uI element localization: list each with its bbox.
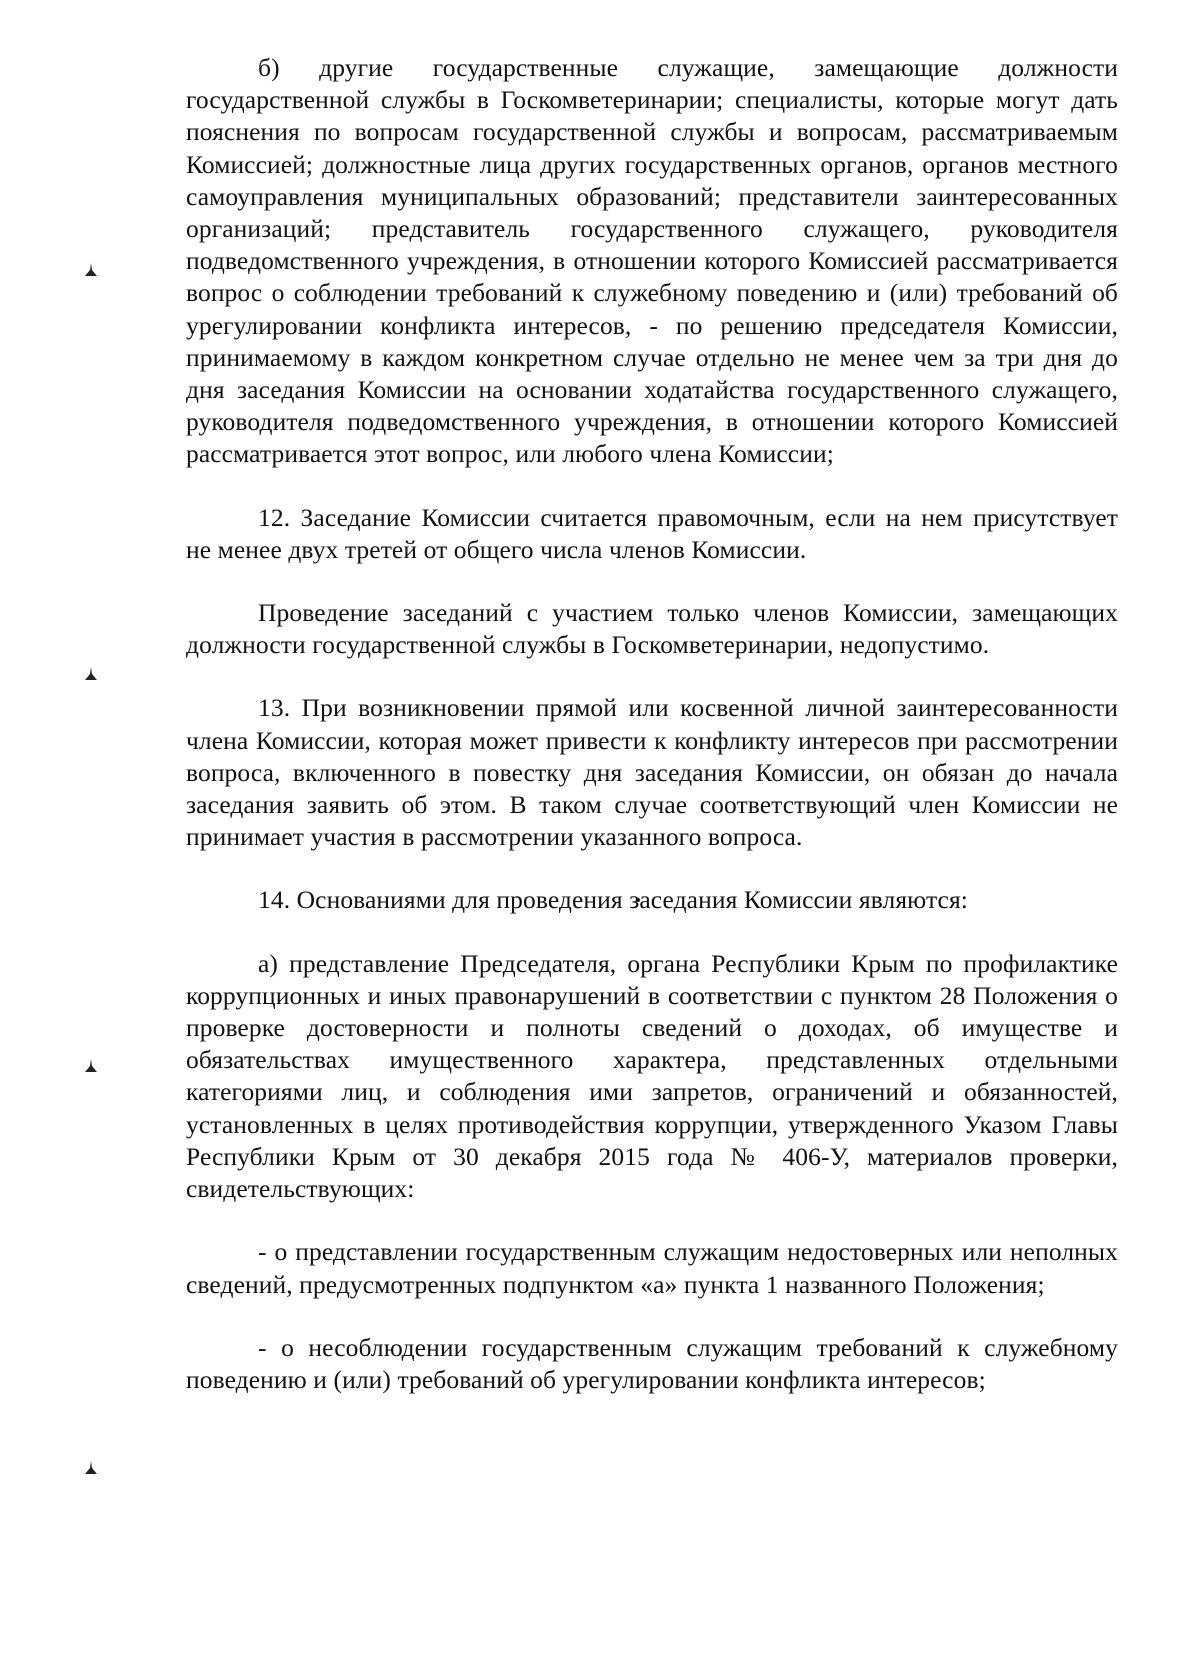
document-body [186, 52, 1118, 1396]
paragraph-b-other-servants: б) другие государственные служащие, замещающие должности государственной службы в Госкомветеринарии; специалисты, которые могут дать пояснения по вопросам государственной службы и вопросам, рассматриваемым Комиссией; должностные лица других государственных органов, органов местного самоуправления муниципальных образований; представители заинтересованных организаций; представитель государственного служащего, руководителя подведомственного учреждения, в отношении которого Комиссией рассматривается вопрос о соблюдении требований к служебному поведению и (или) требований об урегулировании конфликта интересов, - по решению председателя Комиссии, принимаемому в каждом конкретном случае отдельно не менее чем за три дня до дня заседания Комиссии на основании ходатайства государственного служащего, руководителя подведомственного учреждения, в отношении которого Комиссией рассматривается этот вопрос, или любого члена Комиссии; [186, 53, 1118, 469]
list-item-non-compliance: - о несоблюдении государственным служащим требований к служебному поведению и (или) требований об урегулировании конфликта интересов; [186, 1332, 1118, 1394]
punch-hole-mark [84, 1460, 98, 1476]
paragraph-12-quorum: 12. Заседание Комиссии считается правомочным, если на нем присутствует не менее двух третей от общего числа членов Комиссии. [186, 502, 1118, 564]
punch-hole-mark [84, 666, 98, 682]
paragraph-14-grounds: 14. Основаниями для проведения заседания Комиссии являются: [258, 885, 968, 915]
paragraph-13-conflict-of-interest: 13. При возникновении прямой или косвенной личной заинтересованности члена Комиссии, которая может привести к конфликту интересов при рассмотрении вопроса, включенного в повестку дня заседания Комиссии, он обязан до начала заседания заявить об этом. В таком случае соответствующий член Комиссии не принимает участия в рассмотрении указанного вопроса. [186, 693, 1118, 852]
list-item-unreliable-info: - о представлении государственным служащим недостоверных или неполных сведений, предусмотренных подпунктом «а» пункта 1 названного Положения; [186, 1237, 1118, 1299]
paragraph-meetings-members-only: Проведение заседаний с участием только членов Комиссии, замещающих должности государственной службы в Госкомветеринарии, недопустимо. [186, 598, 1118, 660]
paragraph-a-submission: а) представление Председателя, органа Республики Крым по профилактике коррупционных и иных правонарушений в соответствии с пунктом 28 Положения о проверке достоверности и полноты сведений о доходах, об имуществе и обязательствах имущественного характера, представленных отдельными категориями лиц, и соблюдения ими запретов, ограничений и обязанностей, установленных в целях противодействия коррупции, утвержденного Указом Главы Республики Крым от 30 декабря 2015 года № 406-У, материалов проверки, свидетельствующих: [186, 948, 1118, 1204]
punch-hole-mark [84, 262, 98, 278]
punch-hole-mark [84, 1058, 98, 1074]
